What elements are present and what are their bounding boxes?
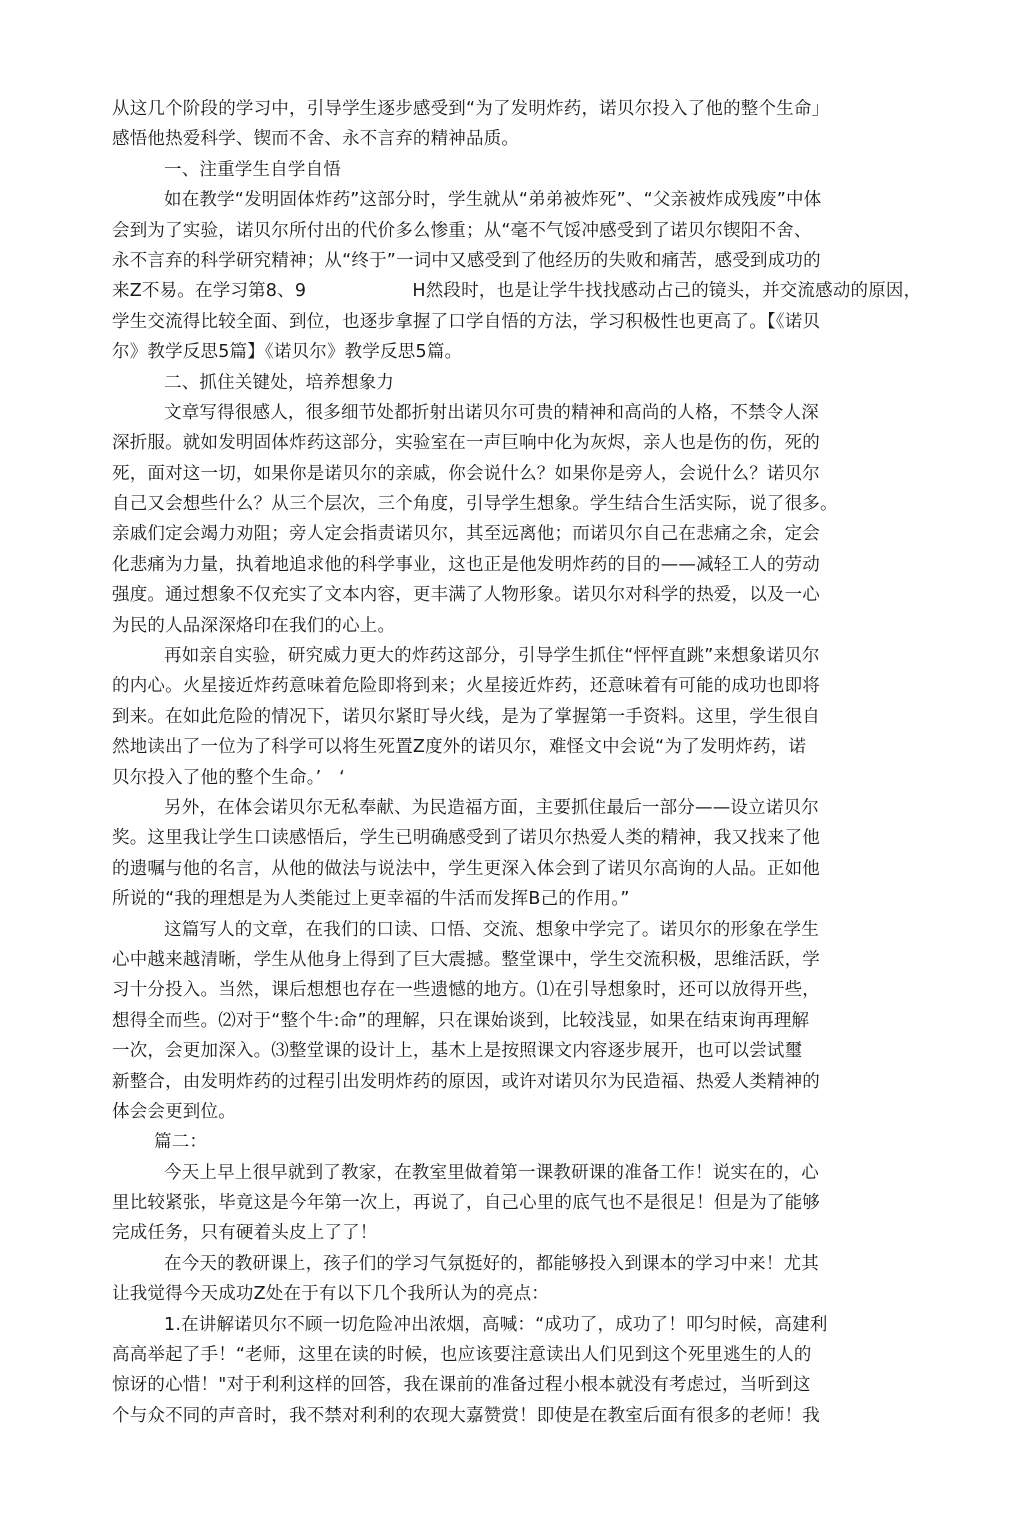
text-line: 从这几个阶段的学习中，引导学生逐步感受到“为了发明炸药，诺贝尔投入了他的整个生命」 [112, 99, 830, 119]
text-line: 的内心。火星接近炸药意味着危险即将到来；火星接近炸药，还意味着有可能的成功也即将 [112, 676, 820, 697]
document-body [112, 94, 922, 1431]
text-line: 贝尔投入了他的整个生命。’ ‘ [112, 767, 345, 788]
text-line: 一、注重学生自学自悟 [164, 159, 341, 180]
text-line: 的遗嘱与他的名言，从他的做法与说法中，学生更深入体会到了诺贝尔高询的人品。正如他 [112, 858, 820, 879]
text-line: 一次，会更加深入。⑶整堂课的设计上，基木上是按照课文内容逐步展开，也可以尝试璽 [112, 1041, 803, 1062]
text-line: 强度。通过想象不仅充实了文本内容，更丰满了人物形象。诺贝尔对科学的热爱，以及一心 [112, 585, 820, 606]
text-line: 再如亲自实验，研究威力更大的炸药这部分，引导学生抓住“怦怦直跳”来想象诺贝尔 [164, 646, 820, 667]
text-line: 永不言弃的科学研究精神；从“终于”一词中又感受到了他经历的失败和痛苦，感受到成功的 [112, 250, 821, 271]
text-line: 亲戚们定会竭力劝阻；旁人定会指责诺贝尔，其至远离他；而诺贝尔自己在悲痛之余，定会 [112, 524, 820, 545]
text-line: 里比较紧张，毕竟这是今年第一次上，再说了，自己心里的底气也不是很足！但是为了能够 [112, 1193, 820, 1214]
text-line: 感悟他热爱科学、锲而不舍、永不言弃的精神品质。 [112, 129, 520, 150]
text-line: 新整合，由发明炸药的过程引出发明炸药的原因，或许对诺贝尔为民造福、热爱人类精神的 [112, 1071, 820, 1092]
text-line: 尔》教学反思5篇】《诺贝尔》教学反思5篇。 [112, 342, 463, 363]
text-line: 这篇写人的文章，在我们的口读、口悟、交流、想象中学完了。诺贝尔的形象在学生 [164, 919, 819, 940]
text-line: 化悲痛为力量，执着地追求他的科学事业，这也正是他发明炸药的目的——减轻工人的劳动 [112, 554, 820, 575]
text-line: 想得全而些。⑵对于“整个牛:命”的理解，只在课始谈到，比较浅显，如果在结束询再理解 [112, 1010, 810, 1031]
text-line: 自己又会想些什么？从三个层次，三个角度，引导学生想象。学生结合生活实际，说了很多。 [112, 494, 838, 515]
text-line: 来Z不易。在学习第8、9 H然段时，也是让学牛找找感动占己的镜头，并交流感动的原因， [112, 281, 922, 302]
text-line: 所说的“我的理想是为人类能过上更幸福的牛活而发挥B己的作用。” [112, 889, 630, 910]
text-line: 然地读出了一位为了科学可以将生死置Z度外的诺贝尔，难怪文中会说“为了发明炸药，诺 [112, 737, 807, 758]
text-line: 让我觉得今天成功Z处在于有以下几个我所认为的亮点： [112, 1284, 549, 1305]
text-line: 习十分投入。当然，课后想想也存在一些遗憾的地方。⑴在引导想象时，还可以放得开些， [112, 980, 820, 1001]
text-line: 完成任务，只有硬着头皮上了了！ [112, 1223, 378, 1244]
text-line: 1.在讲解诺贝尔不顾一切危险冲出浓烟，高喊：“成功了，成功了！叩匀时候，高建利 [164, 1314, 828, 1335]
text-line: 文章写得很感人，很多细节处都折射出诺贝尔可贵的精神和高尚的人格，不禁令人深 [164, 402, 819, 423]
text-line: 今天上早上很早就到了教家，在教室里做着第一课教研课的准备工作！说实在的，心 [164, 1162, 819, 1183]
text-line: 深折服。就如发明固体炸药这部分，实验室在一声巨响中化为灰烬，亲人也是伤的伤，死的 [112, 433, 820, 454]
text-line: 在今天的教研课上，孩子们的学习气氛挺好的，都能够投入到课本的学习中来！尤其 [164, 1253, 819, 1274]
text-line: 学生交流得比较全面、到位，也逐步拿握了口学自悟的方法，学习积极性也更高了。【《诺贝 [112, 311, 821, 332]
text-line: 体会会更到位。 [112, 1101, 236, 1122]
text-line: 心中越来越清晰，学生从他身上得到了巨大震撼。整堂课中，学生交流积极，思维活跃，学 [112, 949, 820, 970]
text-line: 个与众不同的声音时，我不禁对利利的农现大嘉赞赏！即使是在教室后面有很多的老师！我 [112, 1405, 820, 1426]
text-line: 为民的人品深深烙印在我们的心上。 [112, 615, 396, 636]
text-line: 到来。在如此危险的情况下，诺贝尔紧盯导火线，是为了掌握第一手资料。这里，学生很自 [112, 706, 820, 727]
text-line: 如在教学“发明固体炸药”这部分时，学生就从“弟弟被炸死”、“父亲被炸成残废”中体 [164, 190, 822, 211]
text-line: 会到为了实验，诺贝尔所付出的代价多么惨重；从“毫不气馁冲感受到了诺贝尔锲阳不舍、 [112, 220, 812, 241]
text-line: 高高举起了手！“老师，这里在读的时候，也应该要注意读出人们见到这个死里逃生的人的 [112, 1345, 812, 1366]
text-line: 死，面对这一切，如果你是诺贝尔的亲戚，你会说什么？如果你是旁人，会说什么？诺贝尔 [112, 463, 820, 484]
text-line: 篇二： [154, 1132, 208, 1153]
text-line: 另外，在体会诺贝尔无私奉献、为民造福方面，主要抓住最后一部分——设立诺贝尔 [164, 797, 819, 818]
text-line: 奖。这里我让学生口读感悟后，学生已明确感受到了诺贝尔热爱人类的精神，我又找来了他 [112, 828, 820, 849]
text-line: 二、抓住关键处，培养想象力 [164, 372, 395, 393]
text-line: 惊讶的心惜！"对于利利这样的回答，我在课前的准备过程小根本就没有考虑过，当听到这 [112, 1375, 811, 1396]
